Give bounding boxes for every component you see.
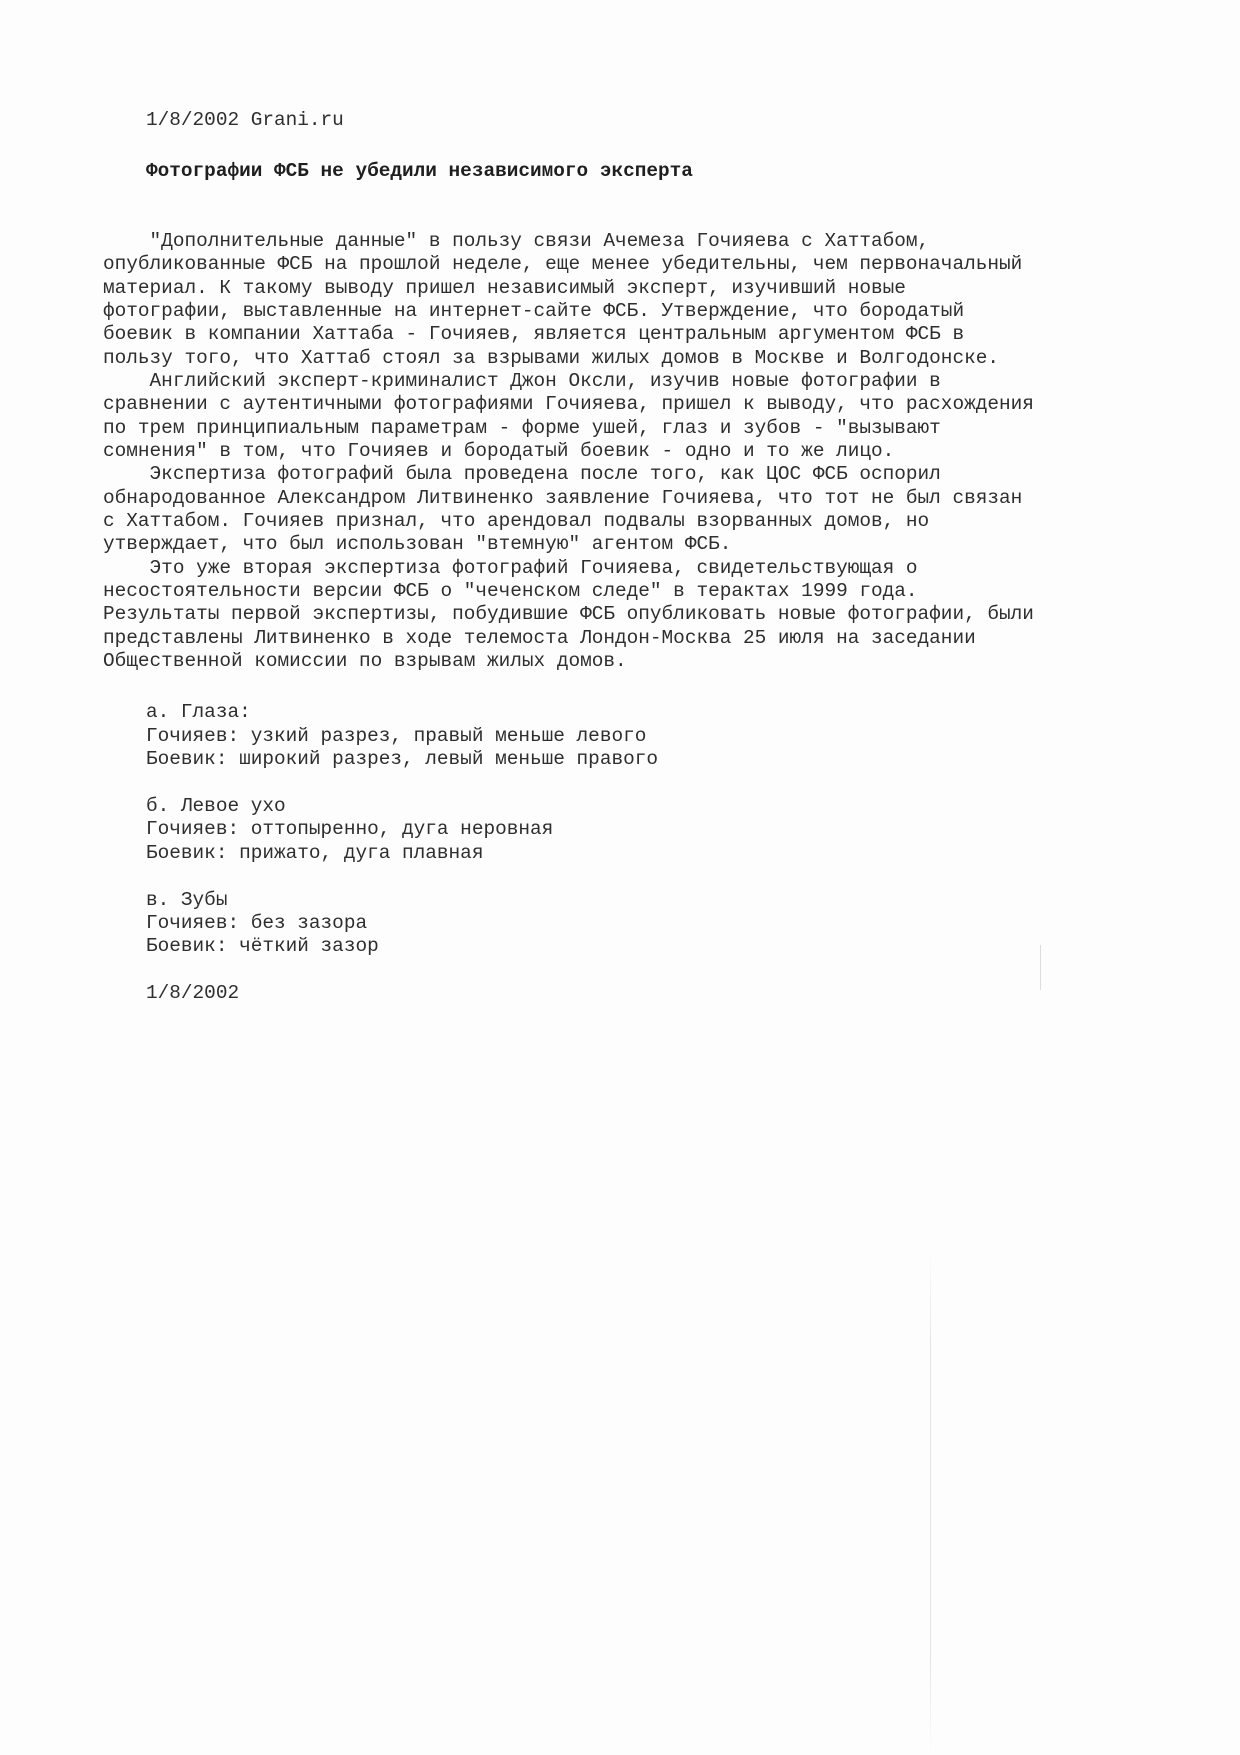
body-line: обнародованное Александром Литвиненко заявление Гочияева, что тот не был связан — [103, 487, 1023, 509]
body-line: по трем принципиальным параметрам - форме ушей, глаз и зубов - "вызывают — [103, 417, 941, 439]
body-line: Общественной комиссии по взрывам жилых домов. — [103, 650, 627, 672]
body-line: "Дополнительные данные" в пользу связи Ачемеза Гочияева с Хаттабом, — [103, 230, 930, 252]
paper-fold-mark — [930, 1250, 931, 1755]
comparison-heading: б. Левое ухо — [146, 795, 286, 817]
body-line: несостоятельности версии ФСБ о "чеченском следе" в терактах 1999 года. — [103, 580, 918, 602]
body-line: Английский эксперт-криминалист Джон Оксли, изучив новые фотографии в — [103, 370, 941, 392]
comparison-gochiyaev: Гочияев: оттопыренно, дуга неровная — [146, 818, 554, 840]
body-line: утверждает, что был использован "втемную" агентом ФСБ. — [103, 533, 732, 555]
body-line: пользу того, что Хаттаб стоял за взрывами жилых домов в Москве и Волгодонске. — [103, 347, 999, 369]
footer-date: 1/8/2002 — [146, 982, 240, 1004]
comparison-fighter: Боевик: чёткий зазор — [146, 935, 379, 957]
comparison-heading: а. Глаза: — [146, 701, 251, 723]
comparison-fighter: Боевик: широкий разрез, левый меньше правого — [146, 748, 658, 770]
comparison-gochiyaev: Гочияев: без зазора — [146, 912, 368, 934]
body-line: сомнения" в том, что Гочияев и бородатый боевик - одно и то же лицо. — [103, 440, 895, 462]
comparison-heading: в. Зубы — [146, 889, 228, 911]
date-source-line: 1/8/2002 Grani.ru — [146, 109, 344, 131]
body-line: Это уже вторая экспертиза фотографий Гочияева, свидетельствующая о — [103, 557, 918, 579]
comparison-fighter: Боевик: прижато, дуга плавная — [146, 842, 484, 864]
body-line: боевик в компании Хаттаба - Гочияев, является центральным аргументом ФСБ в — [103, 323, 965, 345]
body-line: Результаты первой экспертизы, побудившие ФСБ опубликовать новые фотографии, были — [103, 603, 1034, 625]
body-line: с Хаттабом. Гочияев признал, что арендовал подвалы взорванных домов, но — [103, 510, 930, 532]
comparison-gochiyaev: Гочияев: узкий разрез, правый меньше левого — [146, 725, 647, 747]
body-line: представлены Литвиненко в ходе телемоста Лондон-Москва 25 июля на заседании — [103, 627, 976, 649]
paper-crease-mark — [1040, 945, 1041, 990]
body-line: Экспертиза фотографий была проведена после того, как ЦОС ФСБ оспорил — [103, 463, 941, 485]
article-title: Фотографии ФСБ не убедили независимого эксперта — [146, 160, 693, 182]
body-line: сравнении с аутентичными фотографиями Гочияева, пришел к выводу, что расхождения — [103, 393, 1034, 415]
body-line: опубликованные ФСБ на прошлой неделе, еще менее убедительны, чем первоначальный — [103, 253, 1023, 275]
body-line: фотографии, выставленные на интернет-сайте ФСБ. Утверждение, что бородатый — [103, 300, 965, 322]
body-line: материал. К такому выводу пришел независимый эксперт, изучивший новые — [103, 277, 906, 299]
